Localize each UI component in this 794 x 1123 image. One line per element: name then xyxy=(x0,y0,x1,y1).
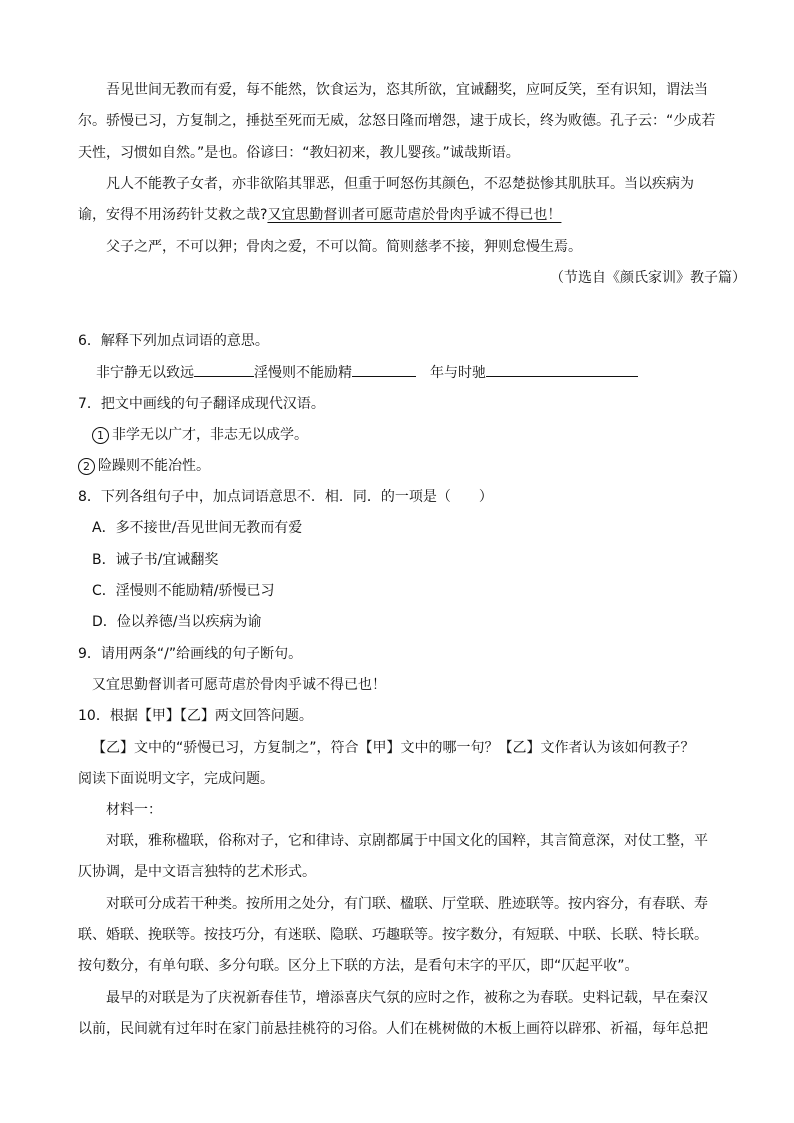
material-p3-line2: 以前，民间就有过年时在家门前悬挂桃符的习俗。人们在桃树做的木板上画符以辟邪、祈福，每年总把 xyxy=(78,1021,708,1037)
passage-p1-line1: 吾见世间无教而有爱，每不能然，饮食运为，恣其所欲，宜诫翻奖，应呵反笑，至有识知，谓法当 xyxy=(106,82,708,98)
material-p2-line2: 联、婚联、挽联等。按技巧分，有迷联、隐联、巧趣联等。按字数分，有短联、中联、长联、特长联。 xyxy=(78,927,708,943)
q8-option-b: B．诫子书/宜诫翻奖 xyxy=(92,552,219,568)
passage-p3: 父子之严，不可以狎；骨肉之爱，不可以简。简则慈孝不接，狎则怠慢生焉。 xyxy=(106,239,582,255)
q6-blank1 xyxy=(194,362,254,377)
q7-stem: 7．把文中画线的句子翻译成现代汉语。 xyxy=(78,396,325,412)
q10-line1: 【乙】文中的“骄慢已习，方复制之”，符合【甲】文中的哪一句？【乙】文作者认为该如何教子？ xyxy=(92,740,695,756)
q8-option-a: A．多不接世/吾见世间无教而有爱 xyxy=(92,520,303,536)
q6-item1: 非宁静无以致远 xyxy=(96,365,194,381)
q7-number1: 1 xyxy=(92,427,109,444)
q6-blank3 xyxy=(486,362,638,377)
q8-stem: 8．下列各组句子中，加点词语意思不．相．同．的一项是（ ） xyxy=(78,489,493,505)
passage-p1-line3: 天性，习惯如自然。”是也。俗谚曰：“教妇初来，教儿婴孩。”诚哉斯语。 xyxy=(78,145,520,161)
q7-sentence1: 非学无以广才，非志无以成学。 xyxy=(112,427,308,443)
material-p3-line1: 最早的对联是为了庆祝新春佳节，增添喜庆气氛的应时之作，被称之为春联。史料记载，早在秦汉 xyxy=(106,990,708,1006)
q6-stem: 6．解释下列加点词语的意思。 xyxy=(78,333,269,349)
q7-sentence2: 险躁则不能冶性。 xyxy=(98,458,210,474)
q9-stem: 9．请用两条“/”给画线的句子断句。 xyxy=(78,646,303,662)
q8-option-d: D．俭以养德/当以疾病为谕 xyxy=(92,614,262,630)
q6-item3: 年与时驰 xyxy=(430,365,486,381)
q6-blank2 xyxy=(352,362,416,377)
material-p2-line1: 对联可分成若干种类。按所用之处分，有门联、楹联、厅堂联、胜迹联等。按内容分，有春联、寿 xyxy=(106,896,708,912)
q7-number2: 2 xyxy=(78,458,95,475)
q8-option-c: C．淫慢则不能励精/骄慢已习 xyxy=(92,583,275,599)
q6-items xyxy=(96,362,746,383)
q7-item1 xyxy=(92,425,742,445)
material-p2-line3: 按句数分，有单句联、多分句联。区分上下联的方法，是看句末字的平仄，即“仄起平收”。 xyxy=(78,958,639,974)
passage-source: （节选自《颜氏家训》教子篇） xyxy=(550,270,746,286)
q10-line2: 阅读下面说明文字，完成问题。 xyxy=(78,771,274,787)
passage-p2-line2-text: 谕，安得不用汤药针艾救之哉? xyxy=(78,207,268,223)
passage-p2-line2 xyxy=(78,205,738,225)
material-title: 材料一： xyxy=(106,802,162,818)
material-p1-line1: 对联，雅称楹联，俗称对子，它和律诗、京剧都属于中国文化的国粹，其言简意深，对仗工整，平 xyxy=(106,833,708,849)
q9-sentence: 又宜思勤督训者可愿苛虐於骨肉乎诚不得已也！ xyxy=(92,677,386,693)
passage-p2-line1: 凡人不能教子女者，亦非欲陷其罪恶，但重于呵怒伤其颜色，不忍楚挞惨其肌肤耳。当以疾病为 xyxy=(106,176,694,192)
q6-item2: 淫慢则不能励精 xyxy=(254,365,352,381)
underlined-sentence: 又宜思勤督训者可愿苛虐於骨肉乎诚不得已也！ xyxy=(267,207,562,223)
q7-item2 xyxy=(78,456,738,476)
q10-stem: 10．根据【甲】【乙】两文回答问题。 xyxy=(78,708,313,724)
passage-p1-line2: 尔。骄慢已习，方复制之，捶挞至死而无威，忿怒日隆而增怨，逮于成长，终为败德。孔子云：“少成若 xyxy=(78,113,716,129)
material-p1-line2: 仄协调，是中文语言独特的艺术形式。 xyxy=(78,864,316,880)
